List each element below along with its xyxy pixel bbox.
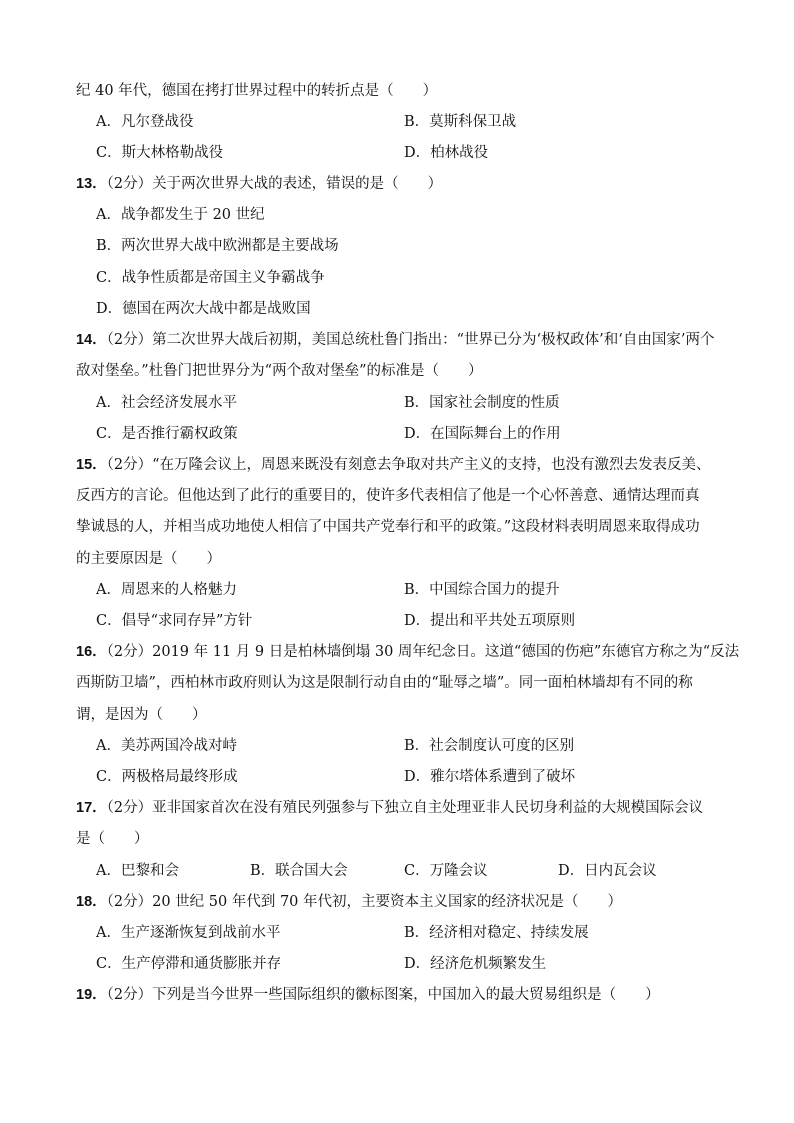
question-15-option-a: A．周恩来的人格魅力 [96,582,237,598]
question-15-option-c: C．倡导“求同存异”方针 [96,613,253,629]
question-19-stem [76,985,660,1005]
question-17-stem [76,798,703,818]
question-15-option-b: B．中国综合国力的提升 [404,582,560,598]
question-18-option-d: D．经济危机频繁发生 [404,956,547,972]
question-18-number: 18． [76,894,107,910]
question-13-text: （2分）关于两次世界大战的表述，错误的是（ ） [106,176,443,192]
question-13-option-d: D．德国在两次大战中都是战败国 [96,301,311,317]
question-12-option-d: D．柏林战役 [404,145,489,161]
question-15-text-line-4: 的主要原因是（ ） [76,551,221,567]
question-14-text-line-2: 敌对堡垒。”杜鲁门把世界分为“两个敌对堡垒”的标准是（ ） [76,363,483,379]
question-13-option-c: C．战争性质都是帝国主义争霸战争 [96,270,325,286]
question-12-option-b: B．莫斯科保卫战 [404,114,517,130]
question-19-number: 19． [76,987,107,1003]
question-14-option-c: C．是否推行霸权政策 [96,426,238,442]
question-15-number: 15． [76,457,107,473]
question-12-option-a: A．凡尔登战役 [96,114,194,130]
question-14-stem [76,330,714,350]
question-17-option-c: C．万隆会议 [404,863,488,879]
question-13-option-b: B．两次世界大战中欧洲都是主要战场 [96,238,339,254]
question-15-stem [76,455,711,475]
question-16-option-d: D．雅尔塔体系遭到了破坏 [404,769,576,785]
question-14-text-line-1: （2分）第二次世界大战后初期，美国总统杜鲁门指出：“世界已分为‘极权政体’和‘自由国家’两个 [106,332,715,348]
question-16-text-line-3: 谓，是因为（ ） [76,707,207,723]
question-16-number: 16． [76,644,107,660]
question-15-text-line-2: 反西方的言论。但他达到了此行的重要目的，使许多代表相信了他是一个心怀善意、通情达理而真 [76,488,700,504]
question-15-text-line-1: （2分）“在万隆会议上，周恩来既没有刻意去争取对共产主义的支持，也没有激烈去发表反美、 [106,457,711,473]
question-16-option-a: A．美苏两国冷战对峙 [96,738,237,754]
question-13-stem [76,174,442,194]
question-14-option-b: B．国家社会制度的性质 [404,395,560,411]
question-18-option-c: C．生产停滞和通货膨胀并存 [96,956,282,972]
question-16-text-line-1: （2分）2019 年 11 月 9 日是柏林墙倒塌 30 周年纪念日。这道“德国的伤疤”东德官方称之为“反法 [106,644,740,660]
question-16-option-b: B．社会制度认可度的区别 [404,738,575,754]
question-16-text-line-2: 西斯防卫墙”，西柏林市政府则认为这是限制行动自由的“耻辱之墙”。同一面柏林墙却有不同的称 [76,675,693,691]
question-16-option-c: C．两极格局最终形成 [96,769,238,785]
question-17-text-line-1: （2分）亚非国家首次在没有殖民列强参与下独立自主处理亚非人民切身利益的大规模国际会议 [106,800,704,816]
question-18-text: （2分）20 世纪 50 年代到 70 年代初，主要资本主义国家的经济状况是（ ） [106,894,623,910]
question-17-option-a: A．巴黎和会 [96,863,179,879]
question-13-number: 13． [76,176,107,192]
question-19-text: （2分）下列是当今世界一些国际组织的徽标图案，中国加入的最大贸易组织是（ ） [106,987,660,1003]
question-14-option-a: A．社会经济发展水平 [96,395,237,411]
question-17-text-line-2: 是（ ） [76,831,149,847]
question-15-option-d: D．提出和平共处五项原则 [404,613,576,629]
question-12-stem-line: 纪 40 年代，德国在拷打世界过程中的转折点是（ ） [76,83,438,99]
question-12-option-c: C．斯大林格勒战役 [96,145,224,161]
question-14-number: 14． [76,332,107,348]
question-17-option-b: B．联合国大会 [250,863,348,879]
question-18-option-a: A．生产逐渐恢复到战前水平 [96,925,281,941]
question-13-option-a: A．战争都发生于 20 世纪 [96,207,265,223]
question-18-stem [76,892,622,912]
question-14-option-d: D．在国际舞台上的作用 [404,426,561,442]
question-18-option-b: B．经济相对稳定、持续发展 [404,925,589,941]
question-15-text-line-3: 挚诚恳的人，并相当成功地使人相信了中国共产党奉行和平的政策。”这段材料表明周恩来取得成功 [76,519,700,535]
question-17-number: 17． [76,800,107,816]
question-17-option-d: D．日内瓦会议 [558,863,657,879]
question-16-stem [76,642,739,662]
